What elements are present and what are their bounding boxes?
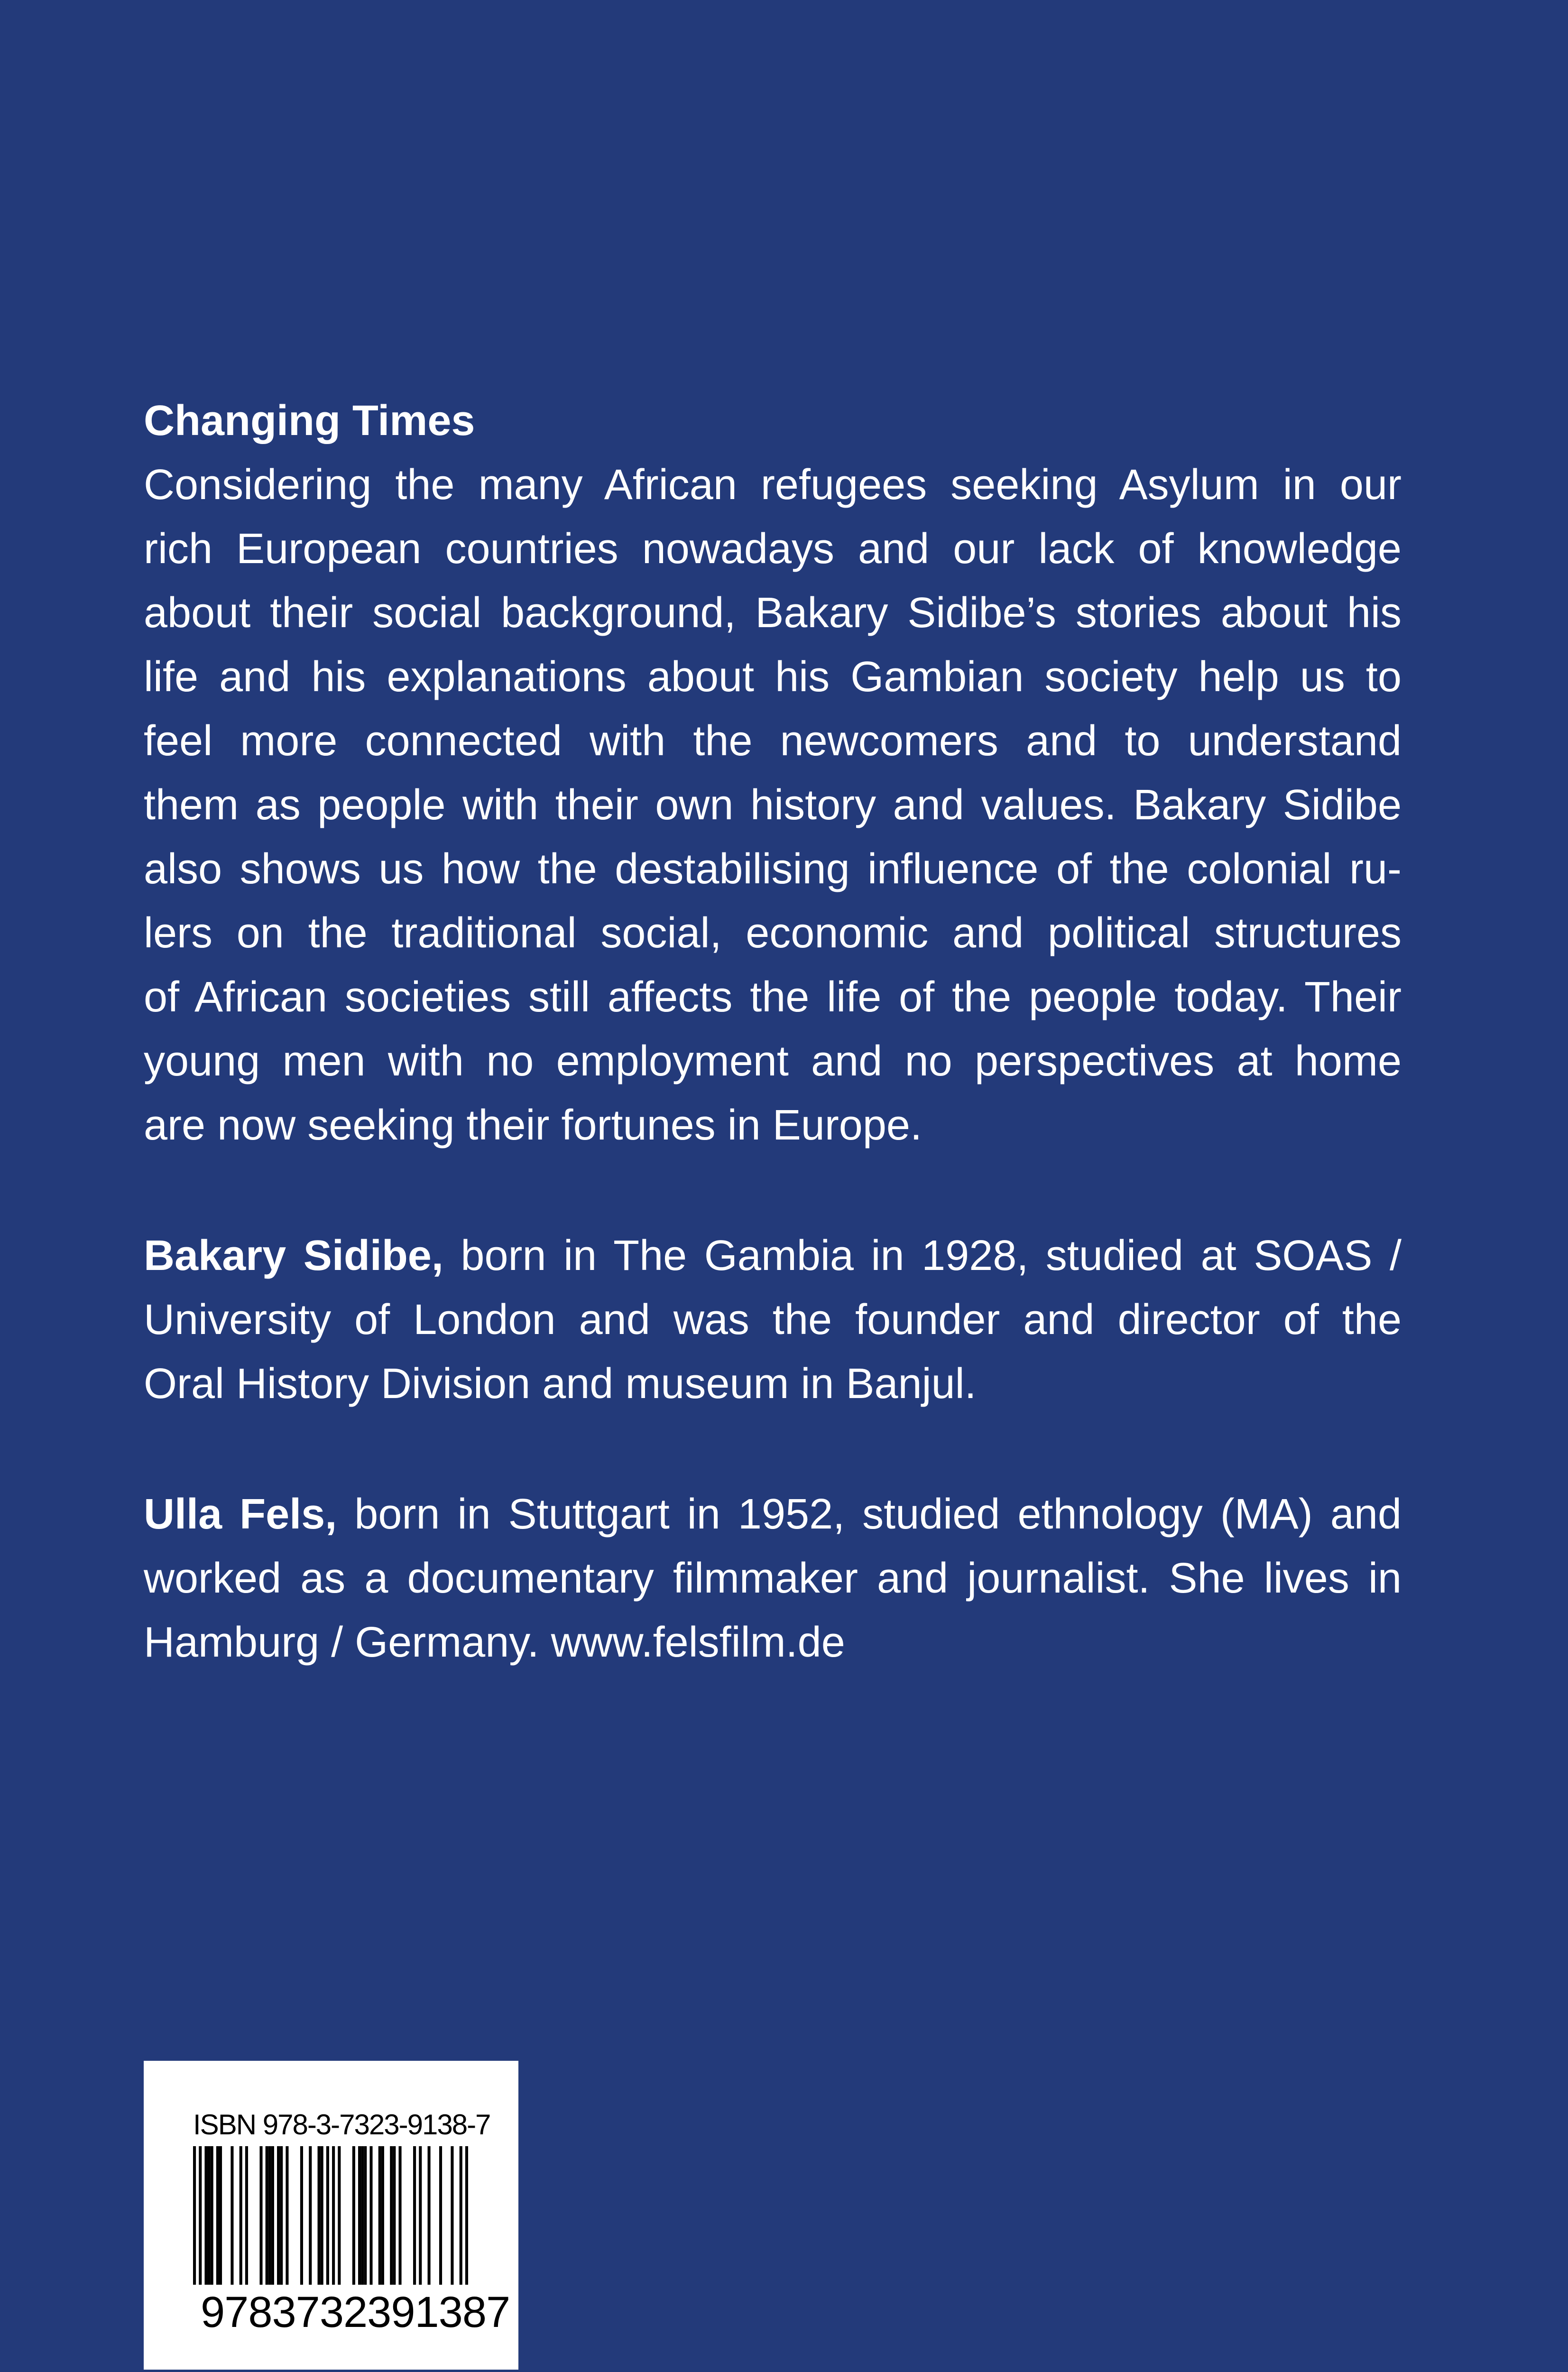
blurb-line: are now seeking their fortunes in Europe. <box>144 1102 922 1149</box>
barcode-bar <box>286 2146 288 2285</box>
barcode-bar <box>378 2146 381 2285</box>
barcode-bar <box>231 2146 233 2285</box>
blurb-line: Considering the many African refugees seeking Asylum in our <box>144 461 1402 509</box>
barcode-bar <box>369 2146 372 2285</box>
barcode-bar <box>219 2146 222 2285</box>
bio-line: Oral History Division and museum in Banjul. <box>144 1360 977 1408</box>
barcode-bar <box>216 2146 219 2285</box>
barcode-bar <box>193 2146 196 2285</box>
barcode-bar <box>259 2146 262 2285</box>
blurb-line: about their social background, Bakary Sidibe’s stories about his <box>144 589 1402 637</box>
bio-line: University of London and was the founder and director of the <box>144 1296 1402 1344</box>
barcode-bar <box>300 2146 303 2285</box>
blurb-line: young men with no employment and no perspectives at home <box>144 1038 1402 1085</box>
barcode-bar <box>318 2146 321 2285</box>
blurb-paragraph <box>144 453 1402 1158</box>
barcode-bar <box>390 2146 393 2285</box>
isbn-barcode <box>144 2061 518 2370</box>
author-bio-sidibe <box>144 1224 1402 1416</box>
barcode-bar <box>199 2146 202 2285</box>
barcode-bar <box>361 2146 364 2285</box>
barcode-bar <box>439 2146 442 2285</box>
barcode-bar <box>381 2146 384 2285</box>
barcode-bar <box>240 2146 242 2285</box>
barcode-bar <box>393 2146 396 2285</box>
blurb-line: rich European countries nowadays and our lack of knowledge <box>144 525 1402 573</box>
barcode-bar <box>277 2146 280 2285</box>
author-name: Bakary Sidibe, <box>144 1232 443 1279</box>
barcode-bar <box>280 2146 283 2285</box>
barcode-bar <box>321 2146 323 2285</box>
isbn-label: ISBN 978-3-7323-9138-7 <box>193 2109 490 2140</box>
bio-text: born in The Gambia in 1928, studied at SOAS / <box>443 1232 1402 1279</box>
barcode-bar <box>332 2146 335 2285</box>
barcode-bars <box>193 2146 468 2285</box>
blurb-line: them as people with their own history and values. Bakary Sidibe <box>144 781 1402 829</box>
barcode-bar <box>451 2146 453 2285</box>
barcode-bar <box>413 2146 416 2285</box>
barcode-bar <box>266 2146 268 2285</box>
barcode-bar <box>211 2146 213 2285</box>
blurb-heading: Changing Times <box>144 397 475 445</box>
bio-text: born in Stuttgart in 1952, studied ethnology (MA) and <box>337 1491 1402 1538</box>
barcode-bar <box>271 2146 274 2285</box>
barcode-bar <box>268 2146 271 2285</box>
blurb-line: also shows us how the destabilising influence of the colonial ru- <box>144 845 1402 893</box>
barcode-bar <box>352 2146 355 2285</box>
barcode-bar <box>204 2146 207 2285</box>
barcode-digits: 9783732391387 <box>201 2288 510 2336</box>
bio-line: Hamburg / Germany. www.felsfilm.de <box>144 1619 845 1666</box>
barcode-bar <box>208 2146 211 2285</box>
back-cover-text <box>144 389 1402 1675</box>
barcode-bar <box>419 2146 422 2285</box>
barcode-bar <box>338 2146 341 2285</box>
bio-line: worked as a documentary filmmaker and journalist. She lives in <box>144 1555 1402 1602</box>
author-bio-fels <box>144 1482 1402 1675</box>
blurb-line: feel more connected with the newcomers and to understand <box>144 717 1402 765</box>
barcode-bar <box>358 2146 361 2285</box>
barcode-bar <box>364 2146 367 2285</box>
barcode-bar <box>428 2146 431 2285</box>
barcode-bar <box>460 2146 462 2285</box>
blurb-line: of African societies still affects the life of the people today. Their <box>144 973 1402 1021</box>
blurb-line: life and his explanations about his Gambian society help us to <box>144 653 1402 701</box>
blurb-line: lers on the traditional social, economic and political structures <box>144 909 1402 957</box>
barcode-bar <box>465 2146 468 2285</box>
barcode-bar <box>245 2146 248 2285</box>
barcode-bar <box>398 2146 401 2285</box>
barcode-bar <box>309 2146 312 2285</box>
author-name: Ulla Fels, <box>144 1491 337 1538</box>
barcode-bar <box>326 2146 329 2285</box>
